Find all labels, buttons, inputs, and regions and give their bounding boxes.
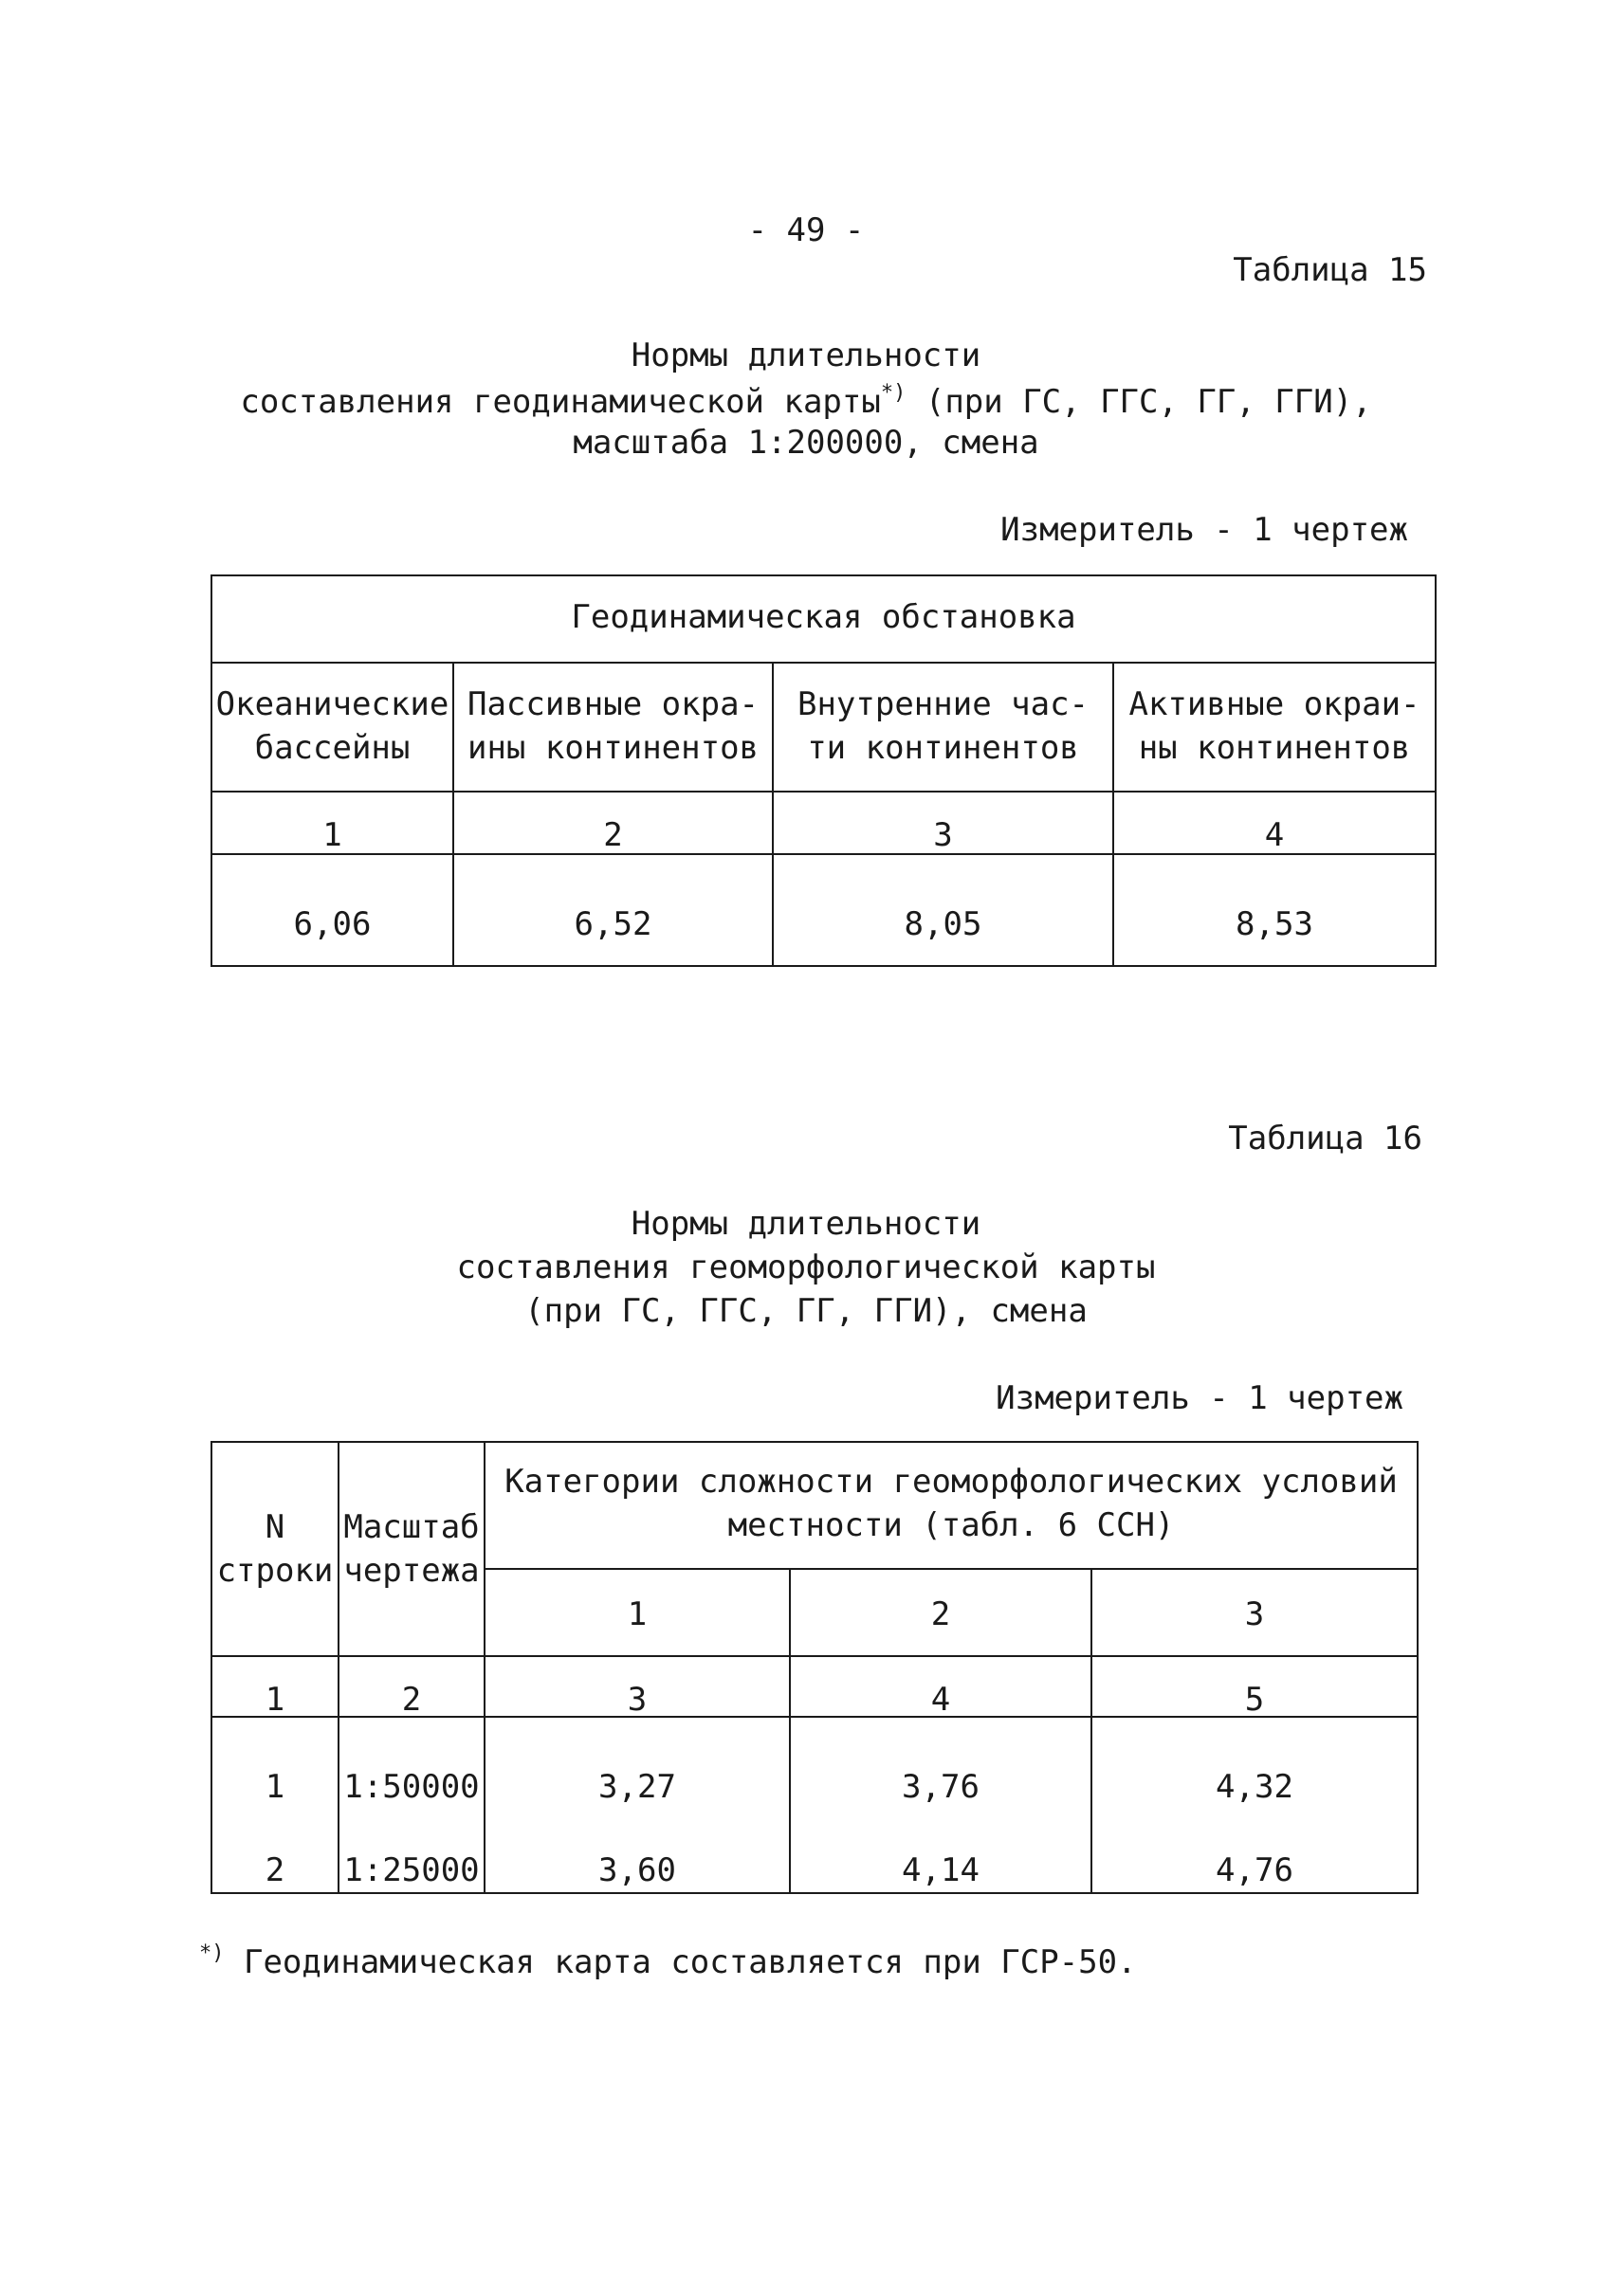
footnote-mark: *) (199, 1941, 225, 1965)
header-line: Категории сложности геоморфологических условий (504, 1463, 1398, 1501)
header-line: Океанические (215, 685, 449, 723)
row-value-category-1: 3,60 (598, 1851, 676, 1889)
table-16-column-number-3: 3 (627, 1681, 648, 1719)
table-15-column-header-2 (454, 683, 772, 770)
table-16-label: Таблица 16 (1228, 1120, 1422, 1157)
table-15-value-3: 8,05 (904, 905, 982, 943)
table-16-column-number-4: 4 (930, 1681, 951, 1719)
table-16-column-number-1: 1 (265, 1681, 285, 1719)
table-15-value-4: 8,53 (1236, 905, 1313, 943)
table-15-title-line-2 (240, 381, 1372, 421)
table-15-value-2: 6,52 (574, 905, 652, 943)
table-15-title-line-1: Нормы длительности (631, 337, 981, 374)
table-16-column-number-2: 2 (401, 1681, 422, 1719)
table-16-title-line-3: (при ГС, ГГС, ГГ, ГГИ), смена (524, 1292, 1088, 1330)
table-15-value-1: 6,06 (293, 905, 372, 943)
row-value-category-3: 4,76 (1216, 1851, 1293, 1889)
table-15-column-number-3: 3 (933, 816, 953, 854)
row-number: 1 (265, 1768, 285, 1806)
header-line: ти континентов (807, 729, 1079, 767)
header-line: местности (табл. 6 ССН) (727, 1506, 1175, 1544)
row-scale: 1:50000 (343, 1768, 480, 1806)
footnote (199, 1941, 1137, 1981)
table-16-unit: Измеритель - 1 чертеж (996, 1379, 1403, 1417)
table-15-column-number-4: 4 (1264, 816, 1285, 854)
header-line: бассейны (254, 729, 411, 767)
row-number: 2 (265, 1851, 285, 1889)
table-16-group-header (485, 1460, 1417, 1547)
title-footnote-mark: *) (880, 381, 907, 405)
table-16-column-header-scale (339, 1505, 484, 1593)
header-line: Активные окраи- (1128, 685, 1420, 723)
row-scale: 1:25000 (343, 1851, 480, 1889)
table-16-category-3: 3 (1244, 1595, 1265, 1633)
table-15-unit: Измеритель - 1 чертеж (1000, 511, 1408, 549)
table-16-title-line-1: Нормы длительности (631, 1205, 981, 1243)
table-15-column-header-3 (774, 683, 1112, 770)
table-16-title-line-2: составления геоморфологической карты (456, 1248, 1156, 1286)
row-value-category-1: 3,27 (598, 1768, 676, 1806)
table-16-category-2: 2 (930, 1595, 951, 1633)
header-line: Пассивные окра- (467, 685, 760, 723)
table-15-title-line-3: масштаба 1:200000, смена (573, 424, 1039, 462)
table-15-column-header-1 (212, 683, 452, 770)
table-15-group-header: Геодинамическая обстановка (571, 598, 1076, 636)
header-line: Внутренние час- (797, 685, 1090, 723)
table-15-column-number-2: 2 (603, 816, 623, 854)
table-15-column-header-4 (1114, 683, 1435, 770)
header-line: чертежа (343, 1552, 480, 1590)
table-16-column-header-row-number (212, 1505, 338, 1593)
header-line: ины континентов (467, 729, 760, 767)
footnote-text: Геодинамическая карта составляется при ГСР-50. (243, 1943, 1137, 1981)
table-15-column-number-1: 1 (322, 816, 342, 854)
row-value-category-2: 4,14 (902, 1851, 980, 1889)
header-line: ны континентов (1138, 729, 1411, 767)
header-line: N (265, 1508, 285, 1546)
header-line: строки (216, 1552, 334, 1590)
table-15-label: Таблица 15 (1233, 251, 1427, 289)
table-15-title-part-b: (при ГС, ГГС, ГГ, ГГИ), (925, 383, 1372, 421)
header-line: Масштаб (343, 1508, 480, 1546)
row-value-category-2: 3,76 (902, 1768, 980, 1806)
table-16-column-number-5: 5 (1244, 1681, 1265, 1719)
row-value-category-3: 4,32 (1216, 1768, 1293, 1806)
page-number: - 49 - (747, 211, 865, 249)
table-16-category-1: 1 (627, 1595, 648, 1633)
table-15-title-part-a: составления геодинамической карты (240, 383, 881, 421)
